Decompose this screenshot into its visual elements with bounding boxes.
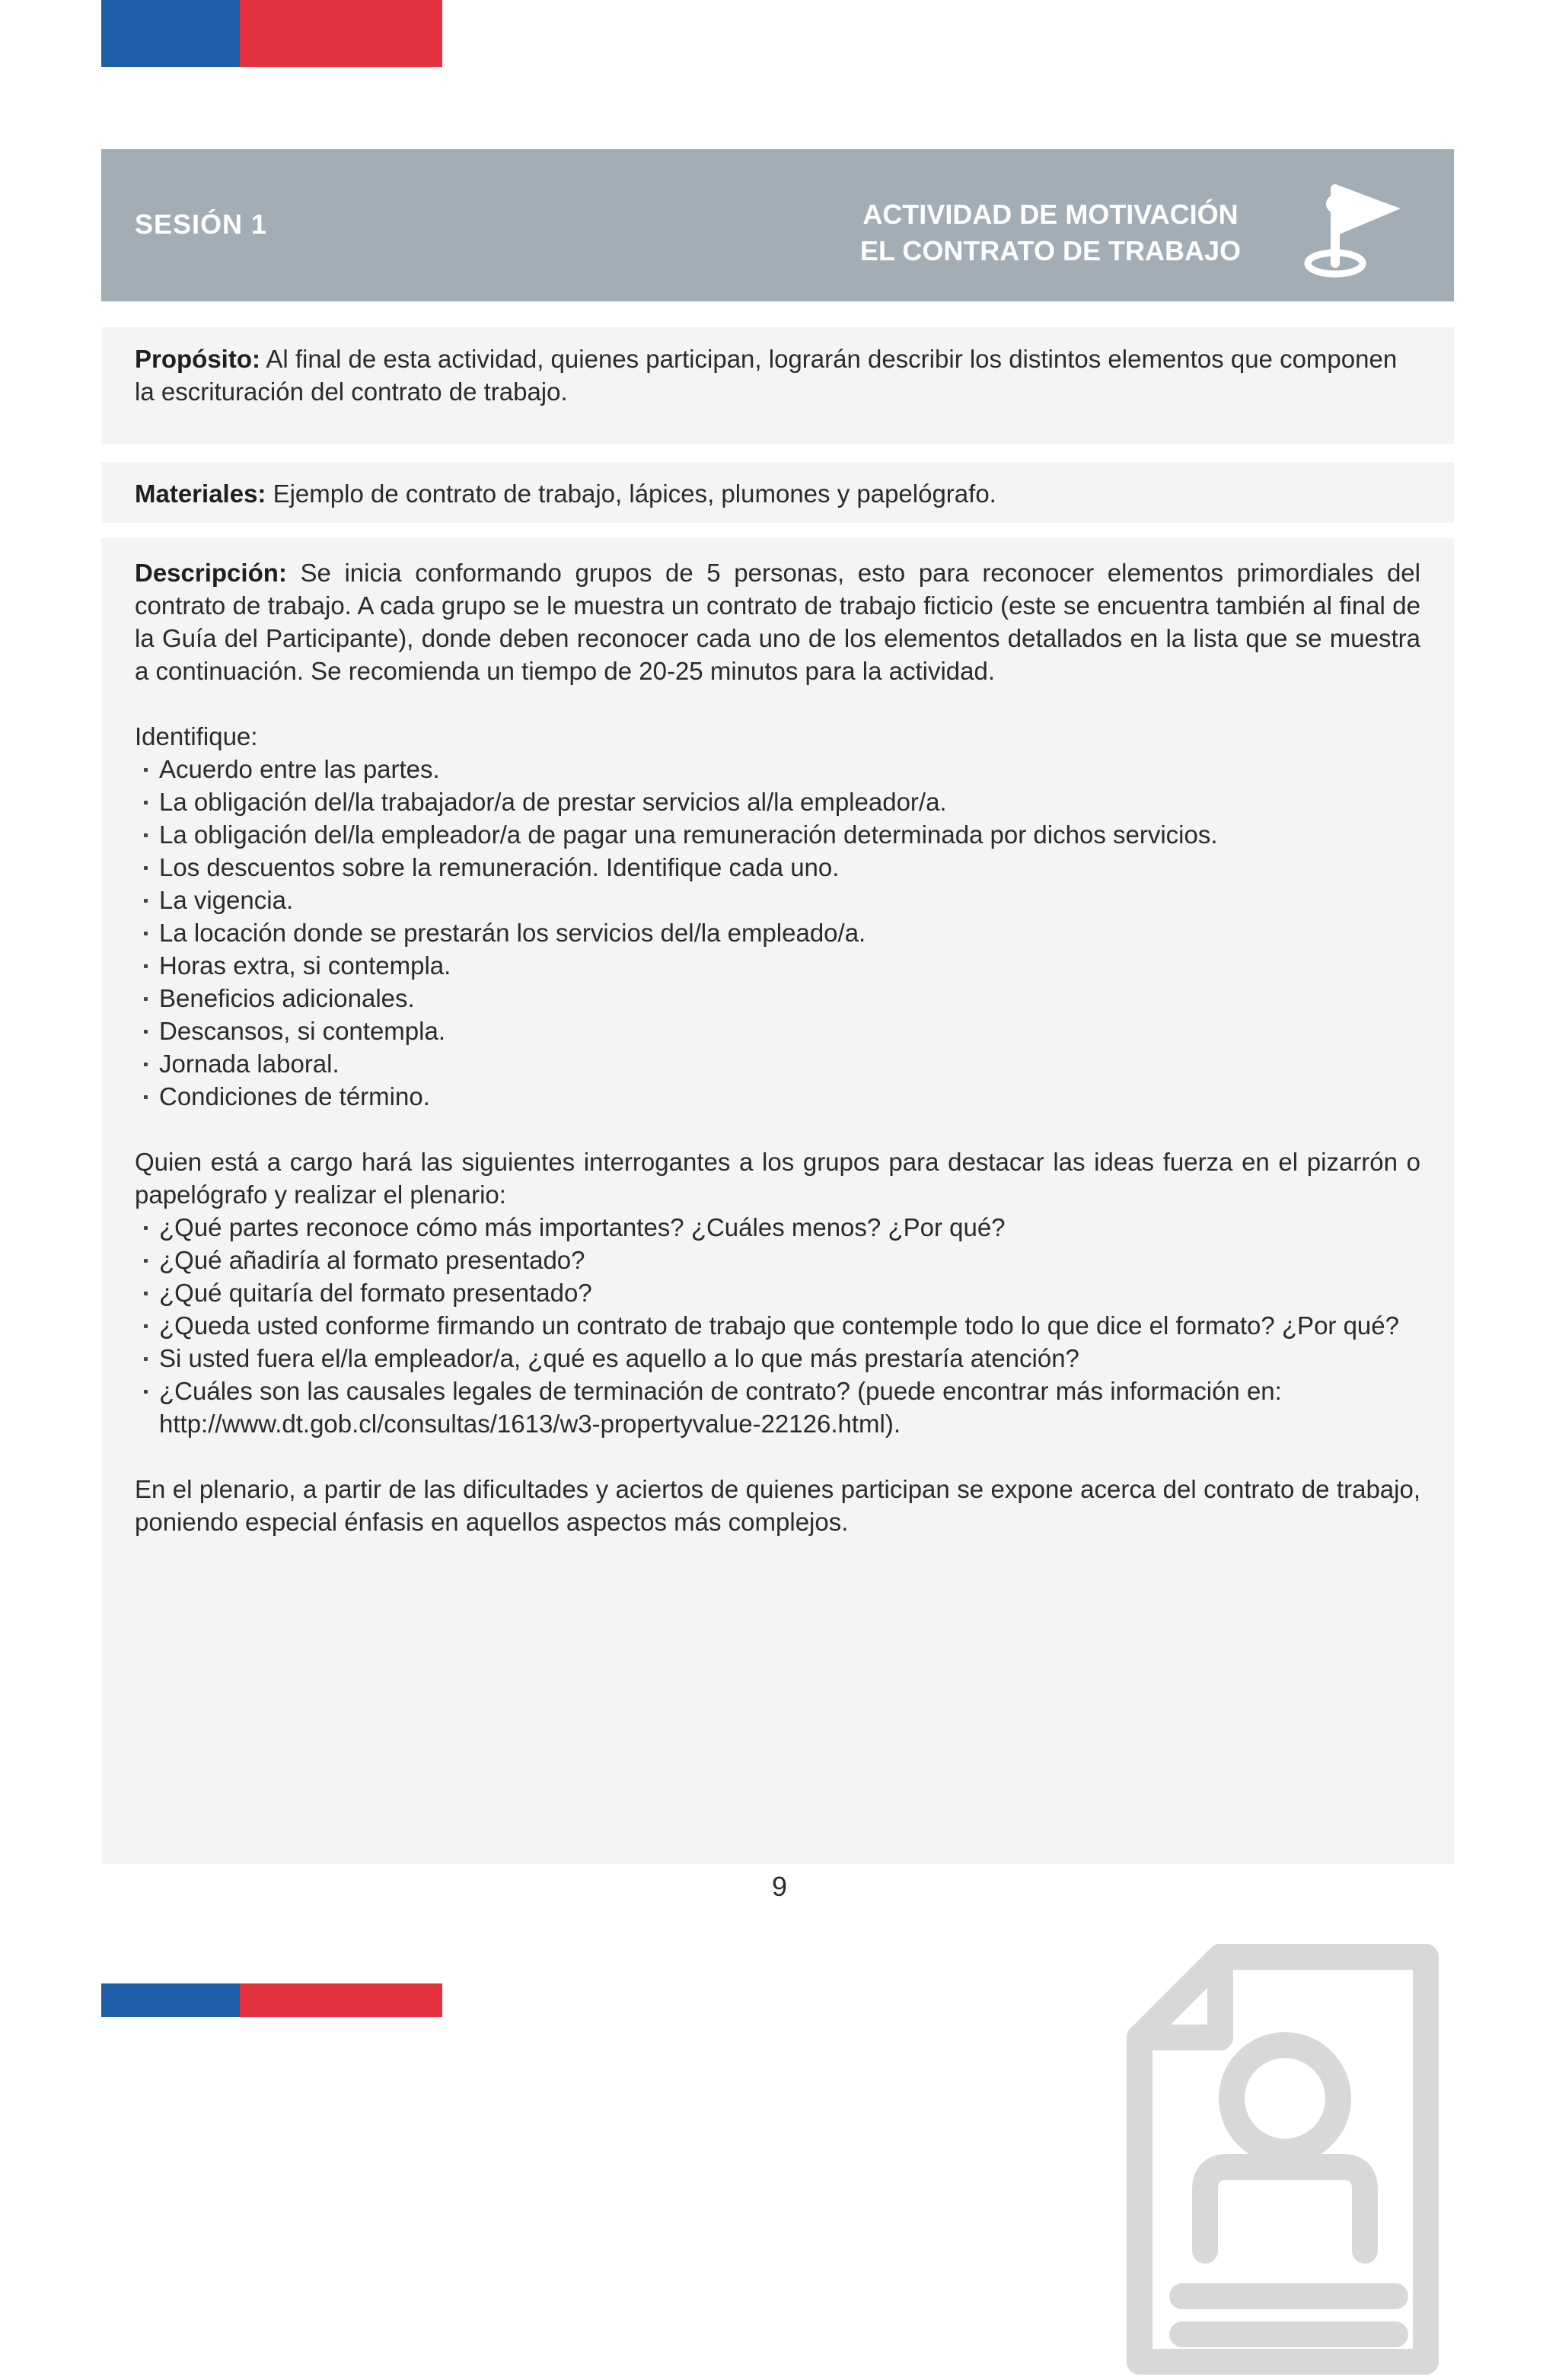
list-item: ¿Qué partes reconoce cómo más importantes? ¿Cuáles menos? ¿Por qué? bbox=[135, 1211, 1420, 1244]
flag-red-stripe bbox=[240, 0, 442, 67]
activity-title bbox=[860, 196, 1241, 269]
list-item: ¿Qué quitaría del formato presentado? bbox=[135, 1276, 1420, 1309]
list-item: Horas extra, si contempla. bbox=[135, 949, 1420, 982]
flag-blue-stripe bbox=[101, 0, 240, 67]
description-section bbox=[101, 538, 1454, 1864]
flag-icon bbox=[1286, 174, 1408, 280]
identify-label: Identifique: bbox=[135, 722, 258, 750]
questions-list bbox=[135, 1211, 1420, 1440]
list-item: La locación donde se prestarán los servicios del/la empleado/a. bbox=[135, 916, 1420, 949]
contract-document-icon bbox=[1121, 1939, 1456, 2380]
flag-blue-stripe bbox=[101, 1983, 240, 2017]
flag-red-stripe bbox=[240, 1983, 442, 2017]
list-item: ¿Cuáles son las causales legales de terminación de contrato? (puede encontrar más información en: http://www.dt.gob.cl/consultas/1613/w3-propertyvalue-22126.html). bbox=[135, 1375, 1420, 1440]
list-item: Los descuentos sobre la remuneración. Identifique cada uno. bbox=[135, 851, 1420, 884]
page-number: 9 bbox=[771, 1871, 788, 1902]
purpose-label: Propósito: bbox=[135, 345, 260, 373]
purpose-section bbox=[101, 327, 1454, 444]
list-item: Jornada laboral. bbox=[135, 1047, 1420, 1080]
list-item: Acuerdo entre las partes. bbox=[135, 753, 1420, 785]
activity-title-line1: ACTIVIDAD DE MOTIVACIÓN bbox=[862, 199, 1239, 230]
description-text bbox=[135, 556, 1420, 687]
description-label: Descripción: bbox=[135, 559, 287, 587]
materials-section bbox=[101, 462, 1454, 523]
list-item: ¿Queda usted conforme firmando un contrato de trabajo que contemple todo lo que dice el formato? ¿Por qué? bbox=[135, 1309, 1420, 1342]
questions-intro: Quien está a cargo hará las siguientes interrogantes a los grupos para destacar las ideas fuerza en el pizarrón o papelógrafo y realizar el plenario: bbox=[135, 1148, 1420, 1209]
list-item: Descansos, si contempla. bbox=[135, 1015, 1420, 1047]
list-item: ¿Qué añadiría al formato presentado? bbox=[135, 1244, 1420, 1276]
purpose-text bbox=[135, 343, 1420, 408]
list-item: La obligación del/la empleador/a de pagar una remuneración determinada por dichos servicios. bbox=[135, 818, 1420, 851]
description-body: Se inicia conformando grupos de 5 personas, esto para reconocer elementos primordiales del contrato de trabajo. A cada grupo se le muestra un contrato de trabajo ficticio (este se encuentra también al final de la Guía del Participante), donde deben reconocer cada uno de los elementos detallados en la lista que se muestra a continuación. Se recomienda un tiempo de 20-25 minutos para la actividad. bbox=[135, 559, 1420, 685]
materials-text bbox=[135, 477, 1420, 510]
identify-list bbox=[135, 753, 1420, 1113]
list-item: La vigencia. bbox=[135, 884, 1420, 916]
bottom-flag-bar bbox=[101, 1983, 442, 2017]
list-item: Si usted fuera el/la empleador/a, ¿qué es aquello a lo que más prestaría atención? bbox=[135, 1342, 1420, 1375]
closing-text: En el plenario, a partir de las dificultades y aciertos de quienes participan se expone acerca del contrato de trabajo, poniendo especial énfasis en aquellos aspectos más complejos. bbox=[135, 1475, 1420, 1536]
list-item: Condiciones de término. bbox=[135, 1080, 1420, 1113]
list-item: La obligación del/la trabajador/a de prestar servicios al/la empleador/a. bbox=[135, 785, 1420, 818]
materials-label: Materiales: bbox=[135, 480, 266, 508]
session-header bbox=[101, 149, 1454, 301]
purpose-body: Al final de esta actividad, quienes participan, lograrán describir los distintos elementos que componen la escrituración del contrato de trabajo. bbox=[135, 345, 1398, 406]
top-flag-bar bbox=[101, 0, 442, 67]
materials-body: Ejemplo de contrato de trabajo, lápices, plumones y papelógrafo. bbox=[266, 480, 996, 508]
session-label: SESIÓN 1 bbox=[135, 209, 268, 240]
list-item: Beneficios adicionales. bbox=[135, 982, 1420, 1015]
activity-title-line2: EL CONTRATO DE TRABAJO bbox=[859, 235, 1241, 266]
